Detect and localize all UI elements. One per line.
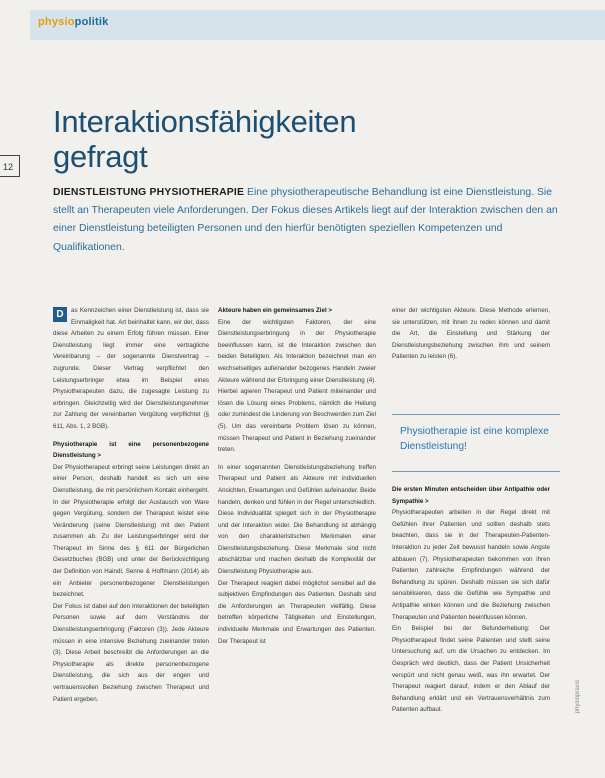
pull-quote — [392, 414, 560, 472]
body-column-2 — [218, 305, 376, 775]
col2-paragraph-3: Der Therapeut reagiert dabei möglichst sensibel auf die subjektiven Empfindungen des Patienten. Deshalb sind die Anforderungen an Therapeuten vielfältig. Diese betreffen körperliche Tätigkeiten und Einstellungen, individuelle Merkmale und Erwartungen des Patienten. Der Therapeut ist — [218, 579, 376, 645]
magazine-section-logo — [38, 16, 108, 28]
col2-paragraph-1: Eine der wichtigsten Faktoren, der eine Dienstleistungserbringung in der Physiotherapie beeinflussen kann, ist die Interaktion zwischen den beiden Beteiligten. Als Interaktion bezeichnet man ein wechselseitiges aufeinander bezogenes Handeln zweier Akteure während der Erbringung einer Dienstleistung (4). Hierbei agieren Therapeut und Patient miteinander und lösen die Lösung eines Problems, nämlich die Heilung oder zumindest die Linderung von Beschwerden zum Ziel (5). Um das vereinbarte Problem lösen zu können, müssen Therapeut und Patient in Beziehung zueinander treten. — [218, 318, 376, 454]
body-column-1 — [53, 305, 209, 775]
col3-paragraph-1: einer der wichtigsten Akteure. Diese Methode erlernen, sie unterstützen, mit ihnen zu reden können und damit die Art, die Einstellung und Stärkung der Dienstleistungsbeziehung zwischen ihm und seinem Patienten zu leisten (6). — [392, 307, 550, 361]
article-title: Interaktionsfähigkeiten gefragt — [53, 104, 357, 174]
col1-paragraph-3: Der Fokus ist dabei auf den Interaktionen der beteiligten Personen sowie auf dem Verständnis der Dienstleistungserbringung (Faktoren (3)). Jede Akteure müssen in eine intensive Beziehung zueinander treten (3). Diese Arbeit beschreibt die Anforderungen an die Physiotherapie als direkte personenbezogene Dienstleistung, die sich aus der engen und vertrauensvollen Beziehung zwischen Therapeut und Patient ergeben. — [53, 602, 209, 703]
col3-paragraph-2: Physiotherapeuten arbeiten in der Regel direkt mit Gefühlen ihrer Patienten und sollten deshalb stets beachten, dass sie in der Therapeuten-Patienten-Interaktion zu jeder Zeit bewusst handeln sowie Angste abbauen (7). Physiotherapeuten bekommen von ihren Patienten zahlreiche Empfindungen während der Behandlung zu spüren. Deshalb müssen sie sich dafür sensibilisieren, dass die Gefühle wie Sympathie und Antipathie wirken können und die Beziehung zwischen Therapeuten und Patienten beeinflussen können. — [392, 509, 550, 621]
body-column-3-bottom — [392, 484, 550, 774]
lead-kicker: DIENSTLEISTUNG PHYSIOTHERAPIE — [53, 187, 245, 198]
page-number: 12 — [0, 155, 20, 177]
lead-text: Eine physiotherapeutische Behandlung ist eine Dienstleistung. Sie stellt an Therapeuten viele Anforderungen. Der Fokus dieses Artikels liegt auf der Interaktion zwischen den an einer Dienstleistung beteiligten Personen und den hierfür benötigten speziellen Kompetenzen und Qualifikationen. — [53, 187, 558, 253]
vertical-footer-text: physiopraxis — [575, 680, 581, 714]
col2-subheading: Akteure haben ein gemeinsames Ziel > — [218, 307, 332, 314]
logo-part-politik: politik — [74, 16, 109, 28]
article-lead — [53, 184, 573, 257]
body-column-3-top — [392, 305, 550, 415]
header-bar — [30, 10, 605, 40]
logo-part-physio: physio — [38, 16, 75, 28]
col1-paragraph-1: as Kennzeichen einer Dienstleistung ist, dass sie Einmaligkeit hat. Art beinhaltet kann, wir der, dass diese Arbeiten zu einem Erfolg führen müssen. Einer Dienstleistung liegt immer eine vertragliche Vereinbarung – der sogenannte Dienstvertrag – zugrunde. Dieser Vertrag verpflichtet den Leistungserbringer etwa im Beispiel eines Physiotherapeuten dazu, die zugesagte Leistung zu erbringen. Gleichzeitig wird der Dienstleistungsnehmer zur Zahlung der vereinbarten Vergütung verpflichtet (§ 611, Abs. 1, 2 BGB). — [53, 307, 209, 430]
col1-paragraph-2: Der Physiotherapeut erbringt seine Leistungen direkt an einer Person, deshalb handelt es sich um eine Dienstleistung, die mit persönlichem Kontakt einhergeht. In der Physiotherapie erfolgt der Austausch von Ware gegen Vergütung, sondern der Therapeut leistet eine Veränderung (seine Dienstleistung) mit den Patient zusammen ab. Zu der Leistungserbringer wird der Therapeut im Sinne des § 611 der Bürgerlichen Gesetzbuches (BGB) und unter der Berücksichtigung der Definition von Haindl, Senne & Hoffmann (2014) als ein Anbieter personenbezogener Dienstleistungen bezeichnet. — [53, 463, 209, 599]
col3-subheading: Die ersten Minuten entscheiden über Antipathie oder Sympathie > — [392, 486, 550, 505]
col2-paragraph-2: In einer sogenannten Dienstleistungsbeziehung treffen Therapeut und Patient als Akteure mit individuellen Ansichten, Erwartungen und Gefühlen aufeinander. Beide handeln, denken und fühlen in der Regel unterschiedlich. Diese Individualität spiegelt sich in der Physiotherapie und der Interaktion wider. Die Behandlung ist abhängig von den charakteristischen Merkmalen einer Dienstleistungsbeziehung. Diese Merkmale sind nicht abschätzbar und machen deshalb die Komplexität der Dienstleistung Physiotherapie aus. — [218, 463, 376, 576]
col1-subheading: Physiotherapie ist eine personenbezogene Dienstleistung > — [53, 440, 209, 460]
col3-paragraph-3: Ein Beispiel bei der Befunderhebung: Der Physiotherapeut findet seine Patienten und stellt seine Untersuchung auf, um die Ursachen zu entdecken. Im Gespräch wird deutlich, dass der Patient Unsicherheit verspürt und nicht genau weiß, was ihn erwartet. Der Therapeut reagiert darauf, indem er den Ablauf der Behandlung erklärt und ein Vertrauensverhältnis zum Patienten aufbaut. — [392, 625, 550, 714]
pull-quote-text: Physiotherapie ist eine komplexe Dienstleistung! — [400, 426, 549, 452]
dropcap: D — [53, 307, 67, 322]
